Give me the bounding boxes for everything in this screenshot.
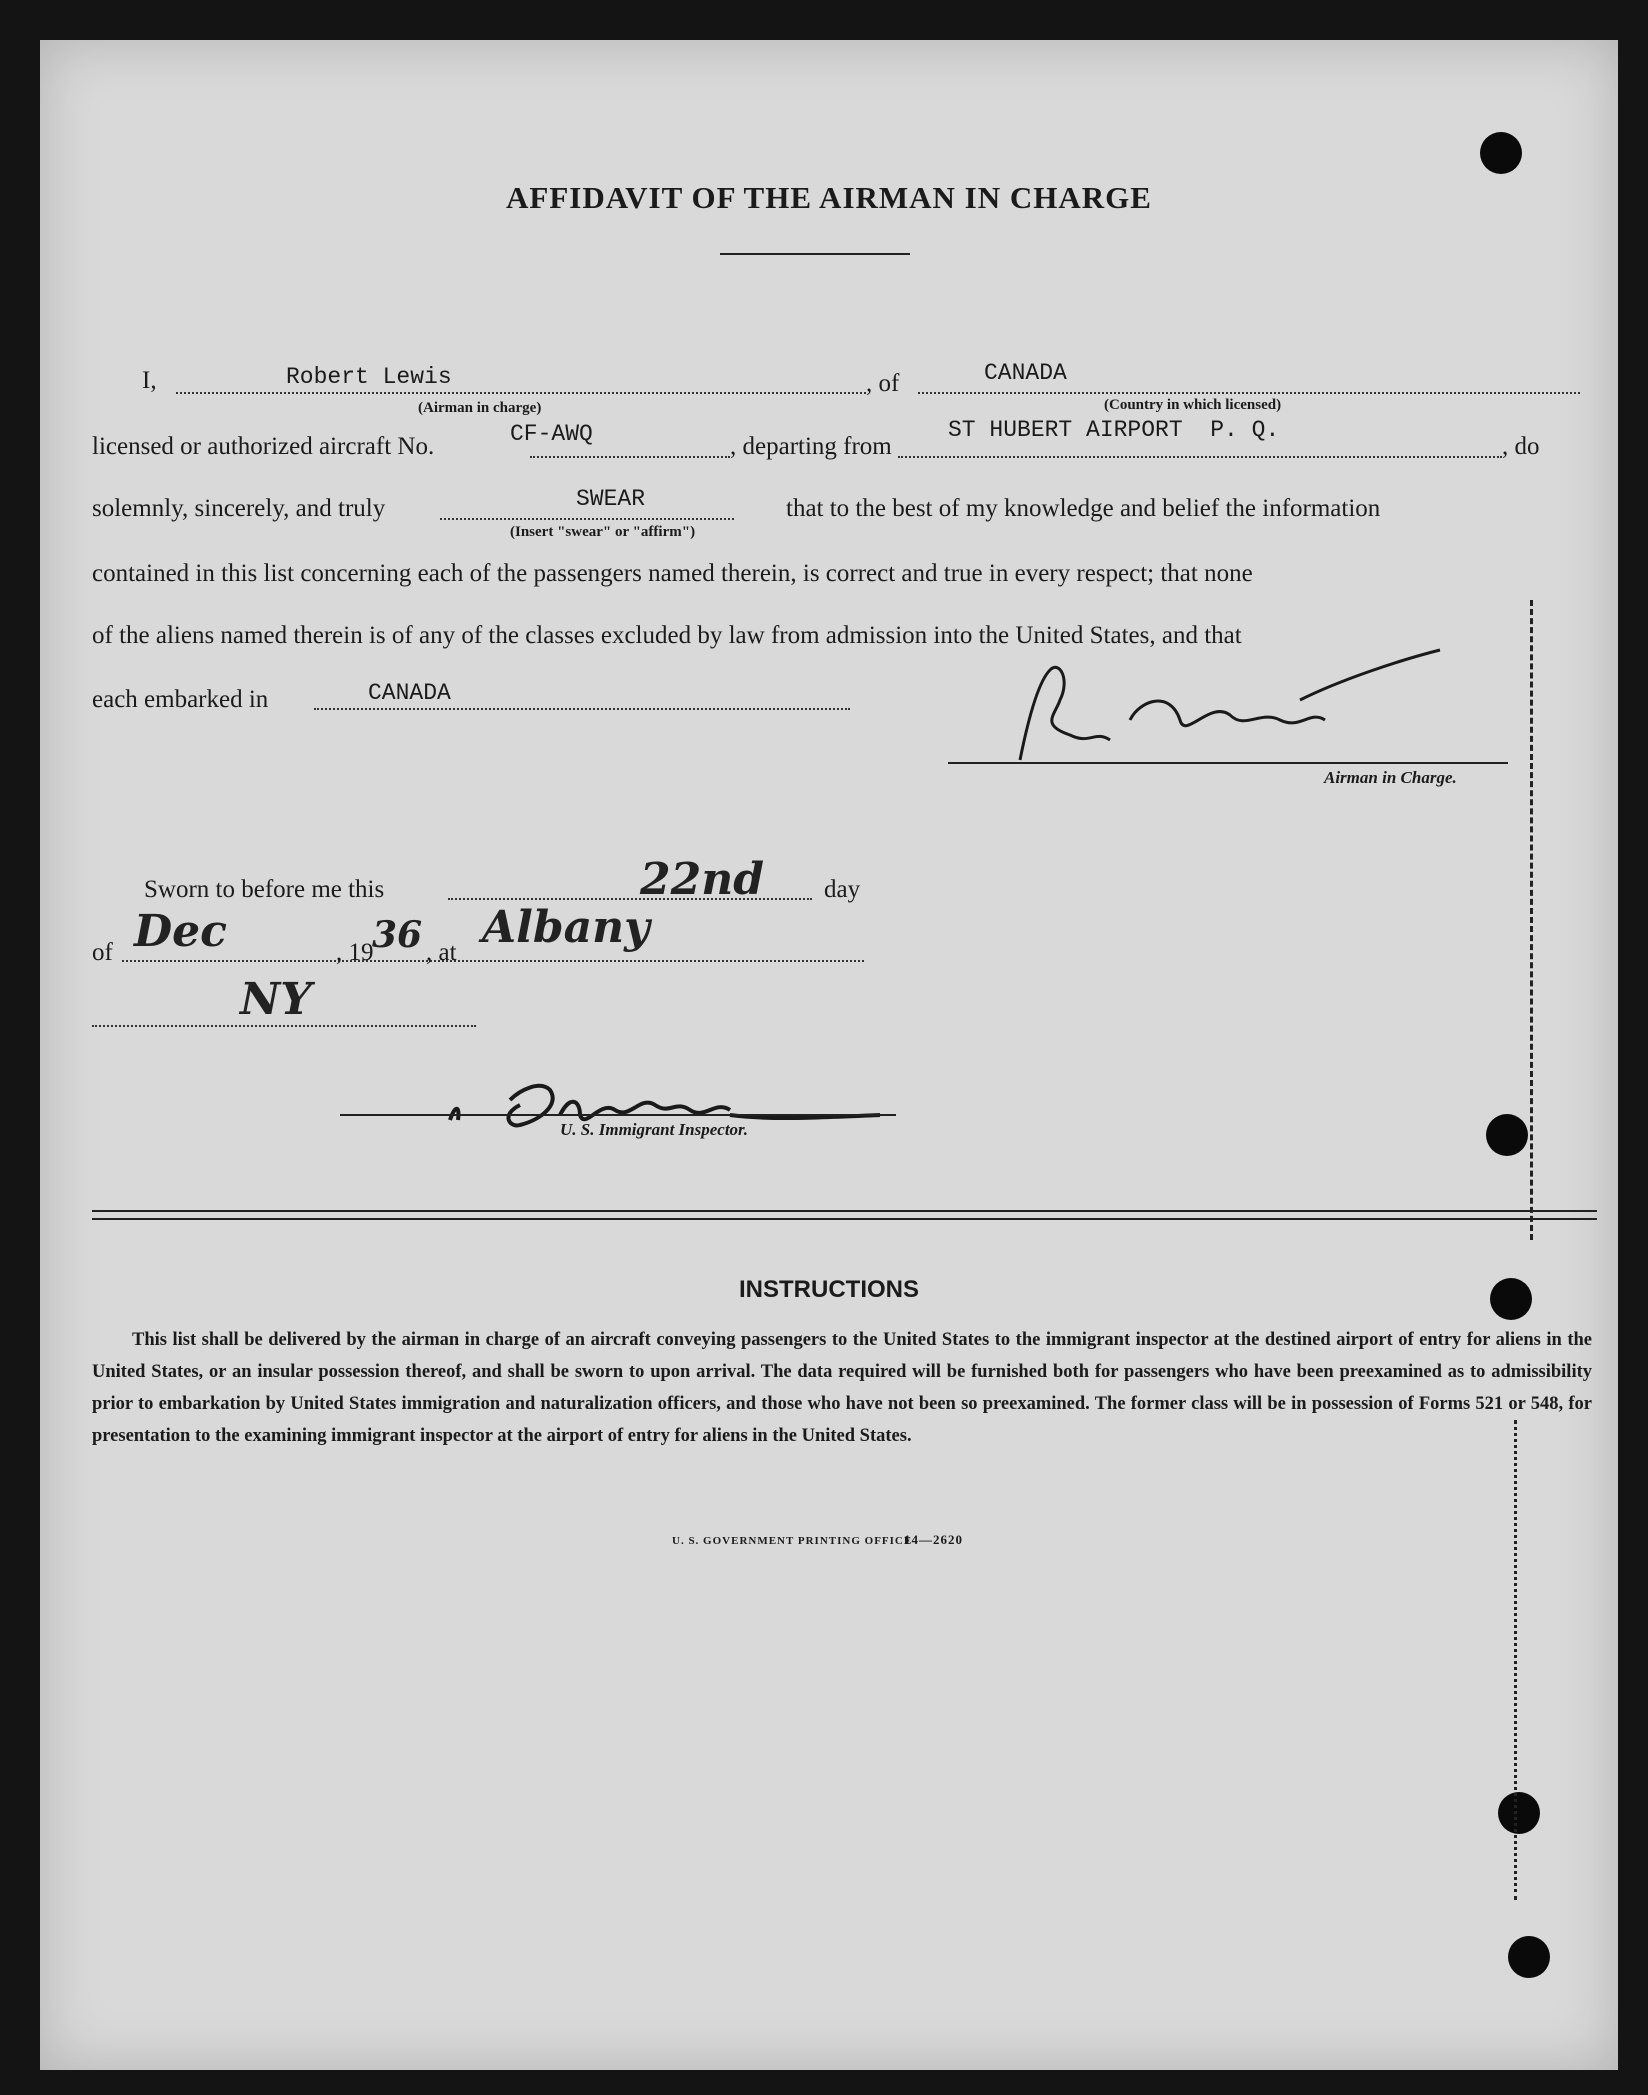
line4: contained in this list concerning each of the passengers named therein, is correct and true in every respect; that none xyxy=(92,560,1253,587)
sworn-at: , at xyxy=(426,939,457,966)
oath-caption: (Insert "swear" or "affirm") xyxy=(510,524,696,540)
inspector-signature xyxy=(430,1060,930,1160)
instructions-title: INSTRUCTIONS xyxy=(739,1276,919,1303)
punch-hole xyxy=(1486,1114,1528,1156)
oath-word: SWEAR xyxy=(576,486,646,512)
aircraft-no: CF-AWQ xyxy=(510,421,593,447)
airman-signature-caption: Airman in Charge. xyxy=(1324,768,1457,787)
airman-caption: (Airman in charge) xyxy=(418,400,542,416)
sworn-place: Albany xyxy=(482,902,650,953)
sworn-month-place-blank xyxy=(122,960,864,962)
line2-departing: , departing from xyxy=(730,433,892,460)
form-title: AFFIDAVIT OF THE AIRMAN IN CHARGE xyxy=(506,180,1152,215)
sworn-prefix: Sworn to before me this xyxy=(144,876,385,903)
form-number: 14—2620 xyxy=(904,1532,963,1547)
line6-prefix: each embarked in xyxy=(92,686,269,713)
title-underline xyxy=(720,253,910,255)
sworn-month: Dec xyxy=(134,906,227,957)
line3-prefix: solemnly, sincerely, and truly xyxy=(92,495,386,522)
line2-do: , do xyxy=(1502,433,1540,460)
inspector-caption: U. S. Immigrant Inspector. xyxy=(560,1120,748,1139)
printer-imprint: U. S. GOVERNMENT PRINTING OFFICE xyxy=(672,1535,913,1547)
separator-rule-bottom xyxy=(92,1218,1597,1220)
line1-of: , of xyxy=(866,370,900,397)
sworn-year-prefix: , 19 xyxy=(336,939,374,966)
country-caption: (Country in which licensed) xyxy=(1104,397,1282,413)
instructions-text: This list shall be delivered by the airman in charge of an aircraft conveying passengers to the United States to the immigrant inspector at the destined airport of entry for aliens in the United States, or an insular possession thereof, and shall be sworn to upon arrival. The data required will be furnished both for passengers who have been preexamined as to admissibility prior to embarkation by United States immigration and naturalization officers, and those who have not been so preexamined. The former class will be in possession of Forms 521 or 548, for presentation to the examining immigrant inspector at the airport of entry for aliens in the United States. xyxy=(92,1330,1592,1446)
sworn-state-blank xyxy=(92,1025,476,1027)
sworn-year: 36 xyxy=(372,914,423,956)
inspector-signature-line xyxy=(340,1114,896,1116)
sworn-of: of xyxy=(92,939,113,966)
line2-prefix: licensed or authorized aircraft No. xyxy=(92,433,435,460)
punch-hole xyxy=(1508,1936,1550,1978)
oath-blank xyxy=(440,518,734,520)
punch-hole xyxy=(1480,132,1522,174)
separator-rule-top xyxy=(92,1210,1597,1212)
embark-blank xyxy=(314,708,850,710)
airman-name-blank xyxy=(176,392,866,394)
document-page xyxy=(40,40,1618,2070)
line1-prefix: I, xyxy=(142,367,157,394)
line3-suffix: that to the best of my knowledge and belief the information xyxy=(786,495,1381,522)
sworn-day: 22nd xyxy=(640,854,764,905)
embark-place: CANADA xyxy=(368,680,451,706)
country-blank xyxy=(918,392,1580,394)
departure-blank xyxy=(898,456,1502,458)
departure-place: ST HUBERT AIRPORT P. Q. xyxy=(948,417,1280,443)
side-stamp-marks xyxy=(1530,600,1543,1240)
line5: of the aliens named therein is of any of the classes excluded by law from admission into the United States, and that xyxy=(92,622,1242,649)
side-stamp-marks xyxy=(1514,1420,1525,1900)
airman-name: Robert Lewis xyxy=(286,364,452,390)
aircraft-blank xyxy=(530,456,730,458)
airman-signature-line xyxy=(948,762,1508,764)
punch-hole xyxy=(1490,1278,1532,1320)
country: CANADA xyxy=(984,360,1067,386)
sworn-day-word: day xyxy=(824,876,861,903)
sworn-state: NY xyxy=(240,974,312,1025)
